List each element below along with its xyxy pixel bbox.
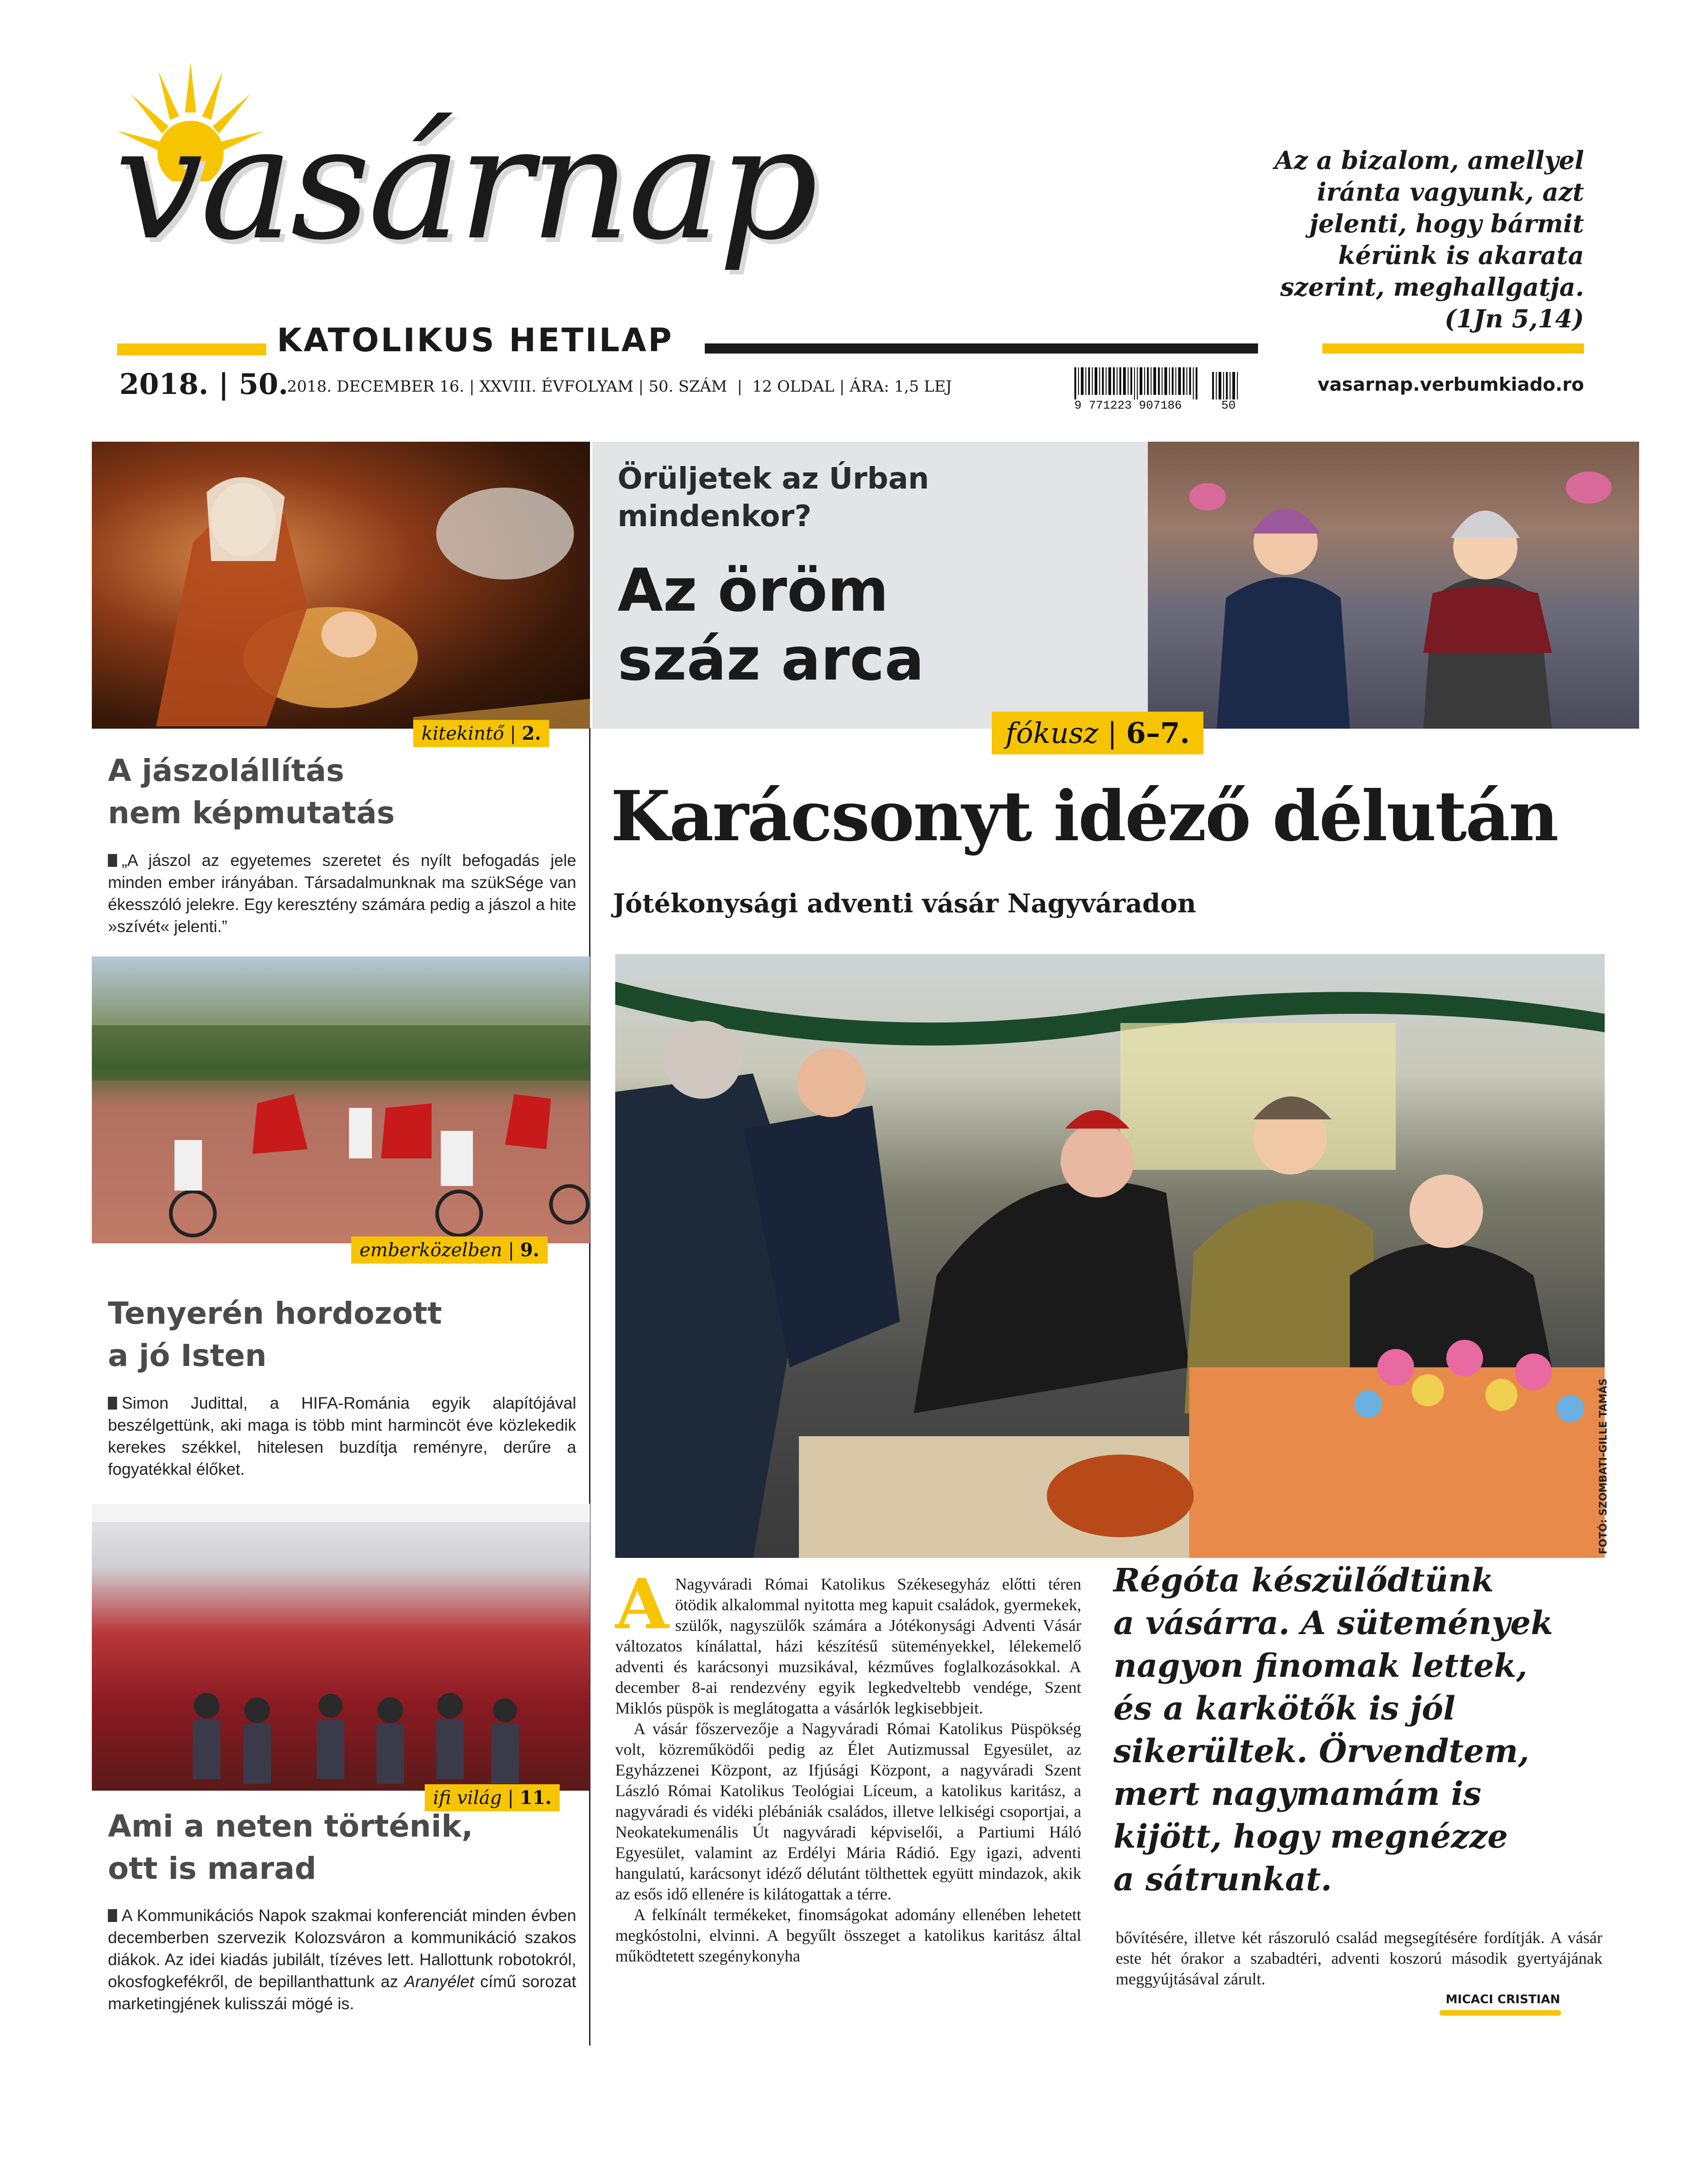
masthead-right-bar	[705, 343, 1258, 354]
quote-line: sikerültek. Örvendtem,	[1113, 1732, 1529, 1770]
sidebar-text-italic: Aranyélet	[404, 1972, 474, 1991]
children-photo	[1148, 442, 1639, 729]
masthead-quote	[1253, 145, 1584, 335]
sidebar-headline-3[interactable]	[108, 1805, 581, 1890]
quote-line: a vásárra. A sütemények	[1113, 1604, 1553, 1642]
title-line: száz arca	[618, 625, 924, 694]
sidebar-divider	[589, 728, 590, 2045]
audience-figures-icon	[92, 1504, 590, 1791]
photo-credit: FOTÓ: SZOMBATI-GILLE TAMÁS	[1598, 1378, 1609, 1554]
tag-page: 11.	[519, 1787, 552, 1809]
nativity-photo	[92, 442, 590, 729]
sidebar-text-body: A Kommunikációs Napok szakmai konferenciát minden évben decemberben szervezik Kolozsváron a kommunikáció szakos diákok. Az idei kiadás jubilált, tízéves lett. Hallottunk robotokról, okosfogkefékről, de bepillanthattunk az	[108, 1906, 576, 1991]
masthead	[0, 0, 1708, 422]
tag-kitekinto[interactable]: kitekintő | 2.	[413, 720, 549, 747]
sidebar-text-1	[108, 849, 576, 938]
quote-line: Régóta készülődtünk	[1113, 1561, 1494, 1599]
article-paragraph	[615, 1564, 1081, 1719]
article-column-2	[1116, 1927, 1602, 1989]
quote-line: kijött, hogy megnézze	[1113, 1817, 1508, 1855]
bullet-square-icon	[108, 1397, 117, 1410]
sidebar-text-3	[108, 1905, 576, 2015]
sidebar-text-body: című sorozat marketingjének kulisszái mögé is.	[108, 1972, 576, 2013]
market-scene-icon	[615, 954, 1605, 1558]
article-column-1	[615, 1564, 1081, 1967]
masthead-title: vasárnap	[115, 93, 815, 275]
website[interactable]: vasarnap.verbumkiado.ro	[1317, 374, 1584, 395]
tag-emberkozelben[interactable]: emberközelben | 9.	[351, 1236, 548, 1264]
quote-line: a sátrunkat.	[1113, 1860, 1332, 1898]
tag-section: ifi világ	[433, 1787, 502, 1809]
drop-cap: A	[615, 1564, 669, 1645]
tag-page: 6–7.	[1126, 716, 1190, 750]
barcode-addon: 50	[1221, 399, 1236, 412]
quote-reference: (1Jn 5,14)	[1444, 304, 1584, 333]
bullet-square-icon	[108, 1909, 117, 1922]
quote-line: iránta vagyunk, azt	[1317, 177, 1584, 207]
headline-line: Ami a neten történik,	[108, 1809, 473, 1844]
focus-box[interactable]	[592, 442, 1148, 729]
article-paragraph: A felkínált termékeket, finomságokat adomány ellenében lehetett megkóstolni, elvinni. A begyűlt összeget a katolikus karitász által működtetett szegénykonyha	[615, 1905, 1081, 1965]
quote-line: és a karkötők is jól	[1113, 1689, 1455, 1727]
main-subhead: Jótékonysági adventi vásár Nagyváradon	[613, 888, 1197, 919]
main-headline[interactable]: Karácsonyt idéző délután	[611, 776, 1557, 857]
conference-photo	[92, 1504, 590, 1791]
quote-line: mert nagymamám is	[1113, 1775, 1482, 1813]
nativity-figures-icon	[92, 442, 590, 729]
focus-kicker	[618, 460, 929, 535]
tag-fokusz[interactable]: fókusz | 6–7.	[992, 712, 1203, 754]
dancers-figures-icon	[92, 956, 590, 1243]
kicker-line: Örüljetek az Úrban	[618, 462, 929, 496]
sidebar-text-body: „A jászol az egyetemes szeretet és nyílt befogadás jele minden ember irányában. Társadalmunknak ma szükSége van ékesszóló jelekre. Egy keresztény számára pedig a jászol a hite »szívét« jelenti.”	[108, 851, 576, 936]
headline-line: a jó Isten	[108, 1338, 267, 1373]
author-underline	[1439, 2010, 1561, 2016]
headline-line: nem képmutatás	[108, 795, 395, 831]
tag-section: kitekintő	[421, 723, 504, 744]
headline-line: Tenyerén hordozott	[108, 1296, 442, 1331]
tag-page: 2.	[522, 723, 541, 744]
quote-line: nagyon finomak lettek,	[1113, 1646, 1528, 1685]
barcode-number: 9 771223 907186	[1074, 399, 1182, 412]
article-paragraph: A vásár főszervezője a Nagyváradi Római Katolikus Püspökség volt, közreműködői pedig az Élet Autizmussal Egyesület, az Egyházzenei Központ, az Ifjúsági Központ, a nagyváradi Szent László Római Katolikus Teológiai Líceum, a katolikus karitász, a nagyváradi és vidéki plébániák családos, illetve lelkiségi csoportjai, a Neokatekumenális Út nagyváradi képviselői, a Partiumi Háló Egyesület, valamint az Erdélyi Mária Rádió. Egy igazi, adventi hangulatú, karácsonyt idéző délutánt tölthettek együtt mindazok, akik az esős idő ellenére is kilátogattak a térre.	[615, 1719, 1081, 1903]
masthead-left-bar	[117, 343, 266, 355]
masthead-subtitle: KATOLIKUS HETILAP	[277, 321, 674, 359]
author-byline: MICACI CRISTIAN	[1445, 1993, 1560, 2006]
title-line: Az öröm	[618, 556, 889, 625]
wheelchair-dance-photo	[92, 956, 590, 1243]
issue-details: 2018. DECEMBER 16. | XXVIII. ÉVFOLYAM | 50. SZÁM | 12 OLDAL | ÁRA: 1,5 LEJ	[287, 377, 952, 396]
sidebar-headline-1[interactable]	[108, 750, 581, 834]
sidebar-headline-2[interactable]	[108, 1292, 581, 1377]
issue-number: 2018. | 50.	[119, 367, 288, 401]
quote-line: szerint, meghallgatja.	[1280, 272, 1584, 302]
quote-underline	[1322, 343, 1584, 354]
focus-title	[618, 556, 924, 694]
barcode-bars-icon	[1074, 367, 1249, 399]
quote-line: Az a bizalom, amellyel	[1274, 146, 1584, 175]
children-figures-icon	[1148, 442, 1639, 729]
tag-section: fókusz	[1006, 716, 1099, 750]
bullet-square-icon	[108, 854, 117, 867]
kicker-line: mindenkor?	[618, 500, 812, 534]
tag-section: emberközelben	[360, 1240, 502, 1261]
paragraph-text: Nagyváradi Római Katolikus Székesegyház előtti téren ötödik alkalommal nyitotta meg kapuit családok, gyermekek, szülők, nagyszülők számára a Jótékonysági Adventi Vásár változatos kínálattal, házi készítésű süteményekkel, lélekemelő adventi és karácsonyi muzsikával, kézműves foglalkozásokkal. A december 8-ai rendezvény egyik legkedveltebb vendége, Szent Miklós püspök is meglátogatta a vásárlók legkisebbjeit.	[615, 1575, 1081, 1717]
headline-line: ott is marad	[108, 1851, 316, 1886]
pull-quote	[1113, 1559, 1609, 1900]
quote-line: jelenti, hogy bármit	[1309, 209, 1584, 238]
headline-line: A jászolállítás	[108, 753, 344, 788]
tag-ifi-vilag[interactable]: ifi világ | 11.	[425, 1784, 560, 1811]
sidebar-text-2	[108, 1392, 576, 1480]
barcode	[1074, 367, 1249, 413]
tag-page: 9.	[520, 1239, 539, 1261]
advent-market-photo	[615, 954, 1605, 1558]
article-paragraph: bővítésére, illetve két rászoruló család megsegítésére fordítják. A vásár este hét órakor a szabadtéri, adventi koszorú második gyertyájának meggyújtásával zárult.	[1116, 1928, 1602, 1988]
quote-line: kérünk is akarata	[1338, 241, 1584, 270]
sidebar-text-body: Simon Judittal, a HIFA-Románia egyik alapítójával beszélgettünk, aki maga is több mint harmincöt éve közlekedik kerekes székkel, hitelesen buzdítja reményre, derűre a fogyatékkal élőket.	[108, 1394, 576, 1478]
